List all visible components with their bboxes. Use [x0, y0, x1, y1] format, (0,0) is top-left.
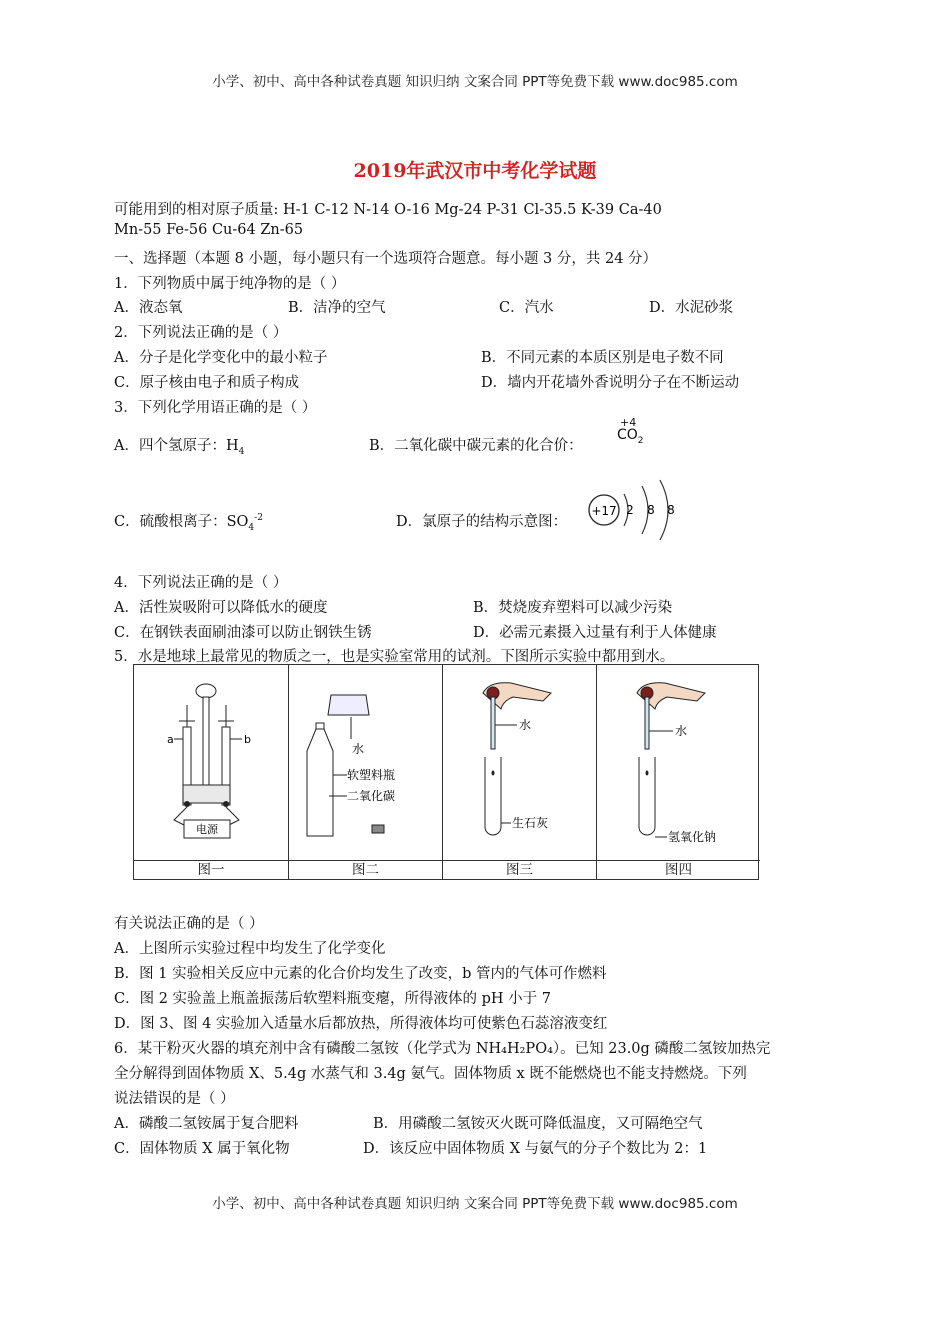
q1-option-d: D．水泥砂浆 — [649, 300, 734, 316]
label-soft-bottle: 软塑料瓶 — [347, 768, 396, 782]
label-water-4: 水 — [675, 724, 688, 738]
q4-option-d: D．必需元素摄入过量有利于人体健康 — [473, 625, 717, 641]
plastic-bottle — [307, 729, 333, 836]
label-water-3: 水 — [519, 718, 532, 732]
q1-option-a: A．液态氧 — [114, 300, 183, 316]
experiment-figure-table — [133, 664, 759, 880]
q1-option-c: C．汽水 — [499, 300, 554, 316]
water-drop-3 — [492, 771, 495, 776]
electrode-b — [223, 801, 229, 807]
q2-stem: 2．下列说法正确的是（ ） — [114, 325, 288, 341]
bottle-cap — [316, 723, 324, 729]
shell-electrons-2: 8 — [647, 503, 655, 517]
atomic-masses-line-2: Mn-55 Fe-56 Cu-64 Zn-65 — [114, 222, 304, 238]
figure-2-cell — [289, 665, 443, 860]
q3-option-a-text: A．四个氢原子：H — [114, 438, 239, 454]
label-co2: 二氧化碳 — [347, 789, 396, 803]
page-header: 小学、初中、高中各种试卷真题 知识归纳 文案合同 PPT等免费下载 www.doc985.com — [212, 74, 738, 90]
q6-option-d: D．该反应中固体物质 X 与氨气的分子个数比为 2：1 — [363, 1141, 708, 1157]
q5-option-b: B．图 1 实验相关反应中元素的化合价均发生了改变，b 管内的气体可作燃料 — [114, 966, 607, 982]
shell-electrons-1: 2 — [626, 503, 634, 517]
q3-option-c-sup: -2 — [254, 513, 263, 524]
water-beaker — [328, 695, 369, 715]
q6-stem-2: 全分解得到固体物质 X、5.4g 水蒸气和 3.4g 氨气。固体物质 x 既不能燃烧也不能支持燃烧。下列 — [114, 1066, 747, 1082]
q6-option-a: A．磷酸二氢铵属于复合肥料 — [114, 1116, 299, 1132]
water-drop-4 — [646, 771, 649, 776]
q4-option-c: C．在钢铁表面刷油漆可以防止钢铁生锈 — [114, 625, 372, 641]
figure-3-cell — [443, 665, 597, 860]
figure-1-caption: 图一 — [134, 860, 289, 880]
middle-tube — [203, 697, 209, 797]
label-quicklime: 生石灰 — [512, 816, 549, 830]
figure-4-caption: 图四 — [597, 860, 760, 880]
electrolysis-apparatus — [134, 665, 288, 860]
test-tube-4 — [639, 757, 655, 835]
q6-option-c: C．固体物质 X 属于氧化物 — [114, 1141, 290, 1157]
figure-2-caption: 图二 — [289, 860, 443, 880]
funnel-bulb — [196, 684, 216, 698]
q6-option-b: B．用磷酸二氢铵灭火既可降低温度，又可隔绝空气 — [373, 1116, 703, 1132]
page-footer: 小学、初中、高中各种试卷真题 知识归纳 文案合同 PPT等免费下载 www.doc985.com — [212, 1196, 738, 1212]
q3-option-d: D．氯原子的结构示意图： — [396, 514, 568, 530]
shell-electrons-3: 8 — [667, 503, 675, 517]
water-reservoir — [183, 785, 230, 803]
electrode-a — [184, 801, 190, 807]
q3-co2-formula: CO — [617, 427, 638, 443]
q3-option-a — [114, 434, 244, 457]
q5-stem: 5．水是地球上最常见的物质之一，也是实验室常用的试剂。下图所示实验中都用到水。 — [114, 649, 675, 665]
q3-stem: 3．下列化学用语正确的是（ ） — [114, 400, 317, 416]
label-water-2: 水 — [352, 742, 365, 756]
figure-3-caption: 图三 — [443, 860, 597, 880]
q3-option-b: B．二氧化碳中碳元素的化合价： — [369, 438, 583, 454]
q4-option-a: A．活性炭吸附可以降低水的硬度 — [114, 600, 328, 616]
page-title: 2019年武汉市中考化学试题 — [353, 160, 597, 182]
figure-4-cell — [597, 665, 760, 860]
atomic-masses-line-1: 可能用到的相对原子质量: H-1 C-12 N-14 O-16 Mg-24 P-31 Cl-35.5 K-39 Ca-40 — [114, 202, 662, 218]
label-a: a — [167, 733, 174, 746]
q5-ask: 有关说法正确的是（ ） — [114, 916, 264, 932]
naoh-test-tube-setup — [597, 665, 758, 860]
q3-co2-valence — [617, 416, 644, 448]
nucleus-charge: +17 — [591, 504, 617, 518]
q5-option-a: A．上图所示实验过程中均发生了化学变化 — [114, 941, 386, 957]
bottle-lid — [372, 825, 384, 833]
quicklime-test-tube-setup — [443, 665, 596, 860]
q2-option-c: C．原子核由电子和质子构成 — [114, 375, 300, 391]
dropper-tube — [491, 697, 495, 749]
label-b: b — [244, 733, 251, 746]
q3-co2-charge: +4 — [620, 416, 637, 429]
power-label: 电源 — [196, 823, 218, 836]
label-naoh: 氢氧化钠 — [668, 830, 717, 844]
q4-option-b: B．焚烧废弃塑料可以减少污染 — [473, 600, 673, 616]
q6-stem-1: 6．某干粉灭火器的填充剂中含有磷酸二氢铵（化学式为 NH₄H₂PO₄）。已知 23.0g 磷酸二氢铵加热完 — [114, 1041, 771, 1057]
chlorine-atom-diagram — [584, 478, 684, 548]
q2-option-b: B．不同元素的本质区别是电子数不同 — [481, 350, 724, 366]
q3-option-c-sub: 4 — [248, 522, 255, 533]
soft-plastic-bottle-setup — [289, 665, 442, 860]
q1-option-b: B．洁净的空气 — [288, 300, 386, 316]
q5-option-d: D．图 3、图 4 实验加入适量水后都放热，所得液体均可使紫色石蕊溶液变红 — [114, 1016, 608, 1032]
q3-co2-sub: 2 — [637, 435, 644, 446]
q5-option-c: C．图 2 实验盖上瓶盖振荡后软塑料瓶变瘪，所得液体的 pH 小于 7 — [114, 991, 552, 1007]
section-heading: 一、选择题（本题 8 小题，每小题只有一个选项符合题意。每小题 3 分，共 24 分） — [114, 251, 658, 267]
q3-option-c — [114, 510, 263, 533]
test-tube-3 — [485, 757, 501, 835]
figure-1-cell — [134, 665, 289, 860]
q2-option-d: D．墙内开花墙外香说明分子在不断运动 — [481, 375, 740, 391]
q6-stem-3: 说法错误的是（ ） — [114, 1091, 235, 1107]
q1-stem: 1．下列物质中属于纯净物的是（ ） — [114, 276, 346, 292]
q3-option-c-text: C．硫酸根离子：SO — [114, 514, 249, 530]
q3-option-a-sub: 4 — [238, 446, 245, 457]
q2-option-a: A．分子是化学变化中的最小粒子 — [114, 350, 328, 366]
q4-stem: 4．下列说法正确的是（ ） — [114, 575, 288, 591]
dropper-tube-4 — [645, 697, 649, 749]
